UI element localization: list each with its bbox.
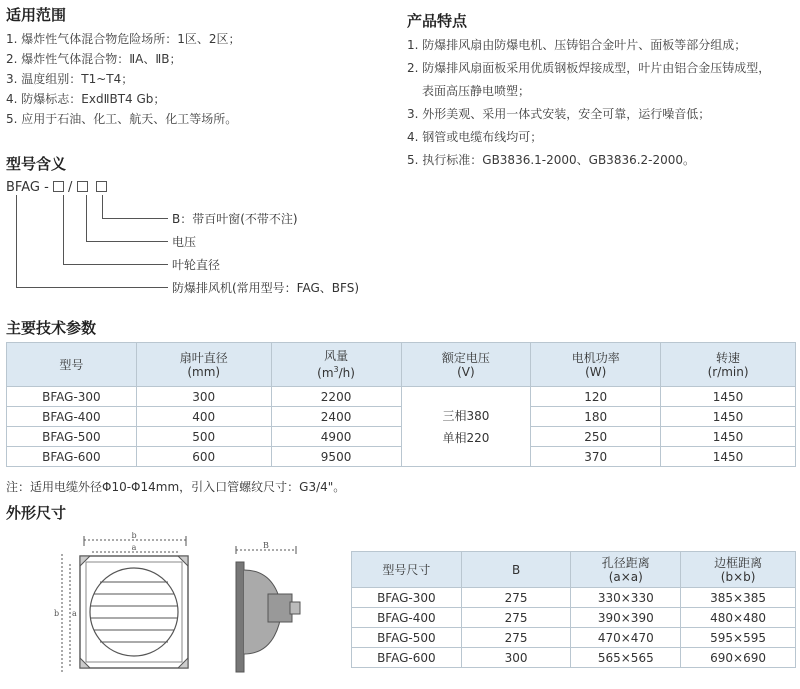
scope-item: 4. 防爆标志：ExdⅡBT4 Gb； <box>6 92 166 106</box>
table-cell: 9500 <box>271 447 401 467</box>
table-cell: BFAG-400 <box>7 407 137 427</box>
connector-line <box>86 241 168 242</box>
table-cell: 390×390 <box>571 608 681 628</box>
table-cell: BFAG-600 <box>352 648 462 668</box>
connector-line <box>63 195 64 264</box>
table-cell: 470×470 <box>571 628 681 648</box>
table-row <box>352 608 796 628</box>
col-header: 边框距离 (b×b) <box>681 552 796 588</box>
scope-title: 适用范围 <box>6 6 67 24</box>
table-cell: 565×565 <box>571 648 681 668</box>
connector-line <box>102 218 168 219</box>
table-cell: 300 <box>136 387 271 407</box>
feature-item: 表面高压静电喷塑； <box>422 84 531 98</box>
table-cell: 2400 <box>271 407 401 427</box>
legend-item: 叶轮直径 <box>172 258 221 272</box>
voltage-cell: 三相380 单相220 <box>401 387 531 467</box>
specs-title: 主要技术参数 <box>6 319 97 337</box>
col-header: 电机功率 (W) <box>531 343 661 387</box>
col-header: 额定电压 (V) <box>401 343 531 387</box>
table-row <box>7 387 796 407</box>
scope-item: 2. 爆炸性气体混合物：ⅡA、ⅡB； <box>6 52 182 66</box>
feature-item: 2. 防爆排风扇面板采用优质钢板焊接成型，叶片由铝合金压铸成型， <box>407 61 771 75</box>
table-cell: 1450 <box>661 447 796 467</box>
table-row <box>352 648 796 668</box>
table-cell: 180 <box>531 407 661 427</box>
table-cell: 690×690 <box>681 648 796 668</box>
model-code-prefix: BFAG - <box>6 180 49 195</box>
dim-label-B: B <box>263 541 269 550</box>
table-cell: BFAG-500 <box>7 427 137 447</box>
table-cell: BFAG-400 <box>352 608 462 628</box>
table-cell: 275 <box>461 608 571 628</box>
specs-note: 注：适用电缆外径Φ10-Φ14mm，引入口管螺纹尺寸：G3/4"。 <box>6 480 346 494</box>
scope-item: 5. 应用于石油、化工、航天、化工等场所。 <box>6 112 238 126</box>
table-cell: 275 <box>461 588 571 608</box>
table-cell: BFAG-600 <box>7 447 137 467</box>
table-cell: 595×595 <box>681 628 796 648</box>
col-header: 转速 (r/min) <box>661 343 796 387</box>
table-cell: BFAG-300 <box>352 588 462 608</box>
table-cell: 120 <box>531 387 661 407</box>
scope-item: 1. 爆炸性气体混合物危险场所：1区、2区； <box>6 32 241 46</box>
table-cell: 500 <box>136 427 271 447</box>
dim-label-a: a <box>131 543 137 552</box>
col-header: 型号 <box>7 343 137 387</box>
table-cell: 1450 <box>661 387 796 407</box>
table-row <box>352 588 796 608</box>
table-header-row <box>7 343 796 387</box>
col-header: 扇叶直径 (mm) <box>136 343 271 387</box>
table-cell: 1450 <box>661 427 796 447</box>
table-cell: BFAG-300 <box>7 387 137 407</box>
table-cell: BFAG-500 <box>352 628 462 648</box>
table-header-row <box>352 552 796 588</box>
feature-item: 1. 防爆排风扇由防爆电机、压铸铝合金叶片、面板等部分组成； <box>407 38 747 52</box>
connector-line <box>86 195 87 241</box>
table-cell: 400 <box>136 407 271 427</box>
connector-line <box>16 287 168 288</box>
table-cell: 250 <box>531 427 661 447</box>
scope-item: 3. 温度组别：T1~T4； <box>6 72 134 86</box>
col-header: 风量 $(m^3/h)$ <box>271 343 401 387</box>
code-box <box>96 181 107 192</box>
dim-label-b: b <box>131 532 137 540</box>
model-code-slash: / <box>68 180 73 195</box>
connector-line <box>102 195 103 218</box>
table-cell: 385×385 <box>681 588 796 608</box>
col-header: 孔径距离 (a×a) <box>571 552 681 588</box>
front-view-drawing <box>48 532 218 682</box>
col-header: B <box>461 552 571 588</box>
table-cell: 330×330 <box>571 588 681 608</box>
table-cell: 600 <box>136 447 271 467</box>
table-cell: 370 <box>531 447 661 467</box>
code-box <box>53 181 64 192</box>
code-box <box>77 181 88 192</box>
svg-text:a: a <box>72 609 77 618</box>
connector-line <box>63 264 168 265</box>
table-cell: 4900 <box>271 427 401 447</box>
dimensions-title: 外形尺寸 <box>6 504 67 522</box>
table-cell: 480×480 <box>681 608 796 628</box>
legend-item: 电压 <box>172 235 197 249</box>
feature-item: 4. 钢管或电缆布线均可； <box>407 130 543 144</box>
table-cell: 300 <box>461 648 571 668</box>
table-cell: 1450 <box>661 407 796 427</box>
features-title: 产品特点 <box>407 12 468 30</box>
feature-item: 5. 执行标准：GB3836.1-2000、GB3836.2-2000。 <box>407 153 696 167</box>
legend-item: 防爆排风机(常用型号：FAG、BFS) <box>172 281 360 295</box>
connector-line <box>16 195 17 287</box>
dimensions-table <box>351 551 796 668</box>
specs-table <box>6 342 796 467</box>
model-code <box>6 180 107 195</box>
table-cell: 275 <box>461 628 571 648</box>
col-header: 型号尺寸 <box>352 552 462 588</box>
side-view-drawing <box>226 540 326 680</box>
legend-item: B：带百叶窗(不带不注) <box>172 212 298 226</box>
feature-item: 3. 外形美观、采用一体式安装，安全可靠，运行噪音低； <box>407 107 711 121</box>
model-meaning-title: 型号含义 <box>6 155 67 173</box>
table-cell: 2200 <box>271 387 401 407</box>
table-row <box>352 628 796 648</box>
svg-text:b: b <box>54 609 60 618</box>
